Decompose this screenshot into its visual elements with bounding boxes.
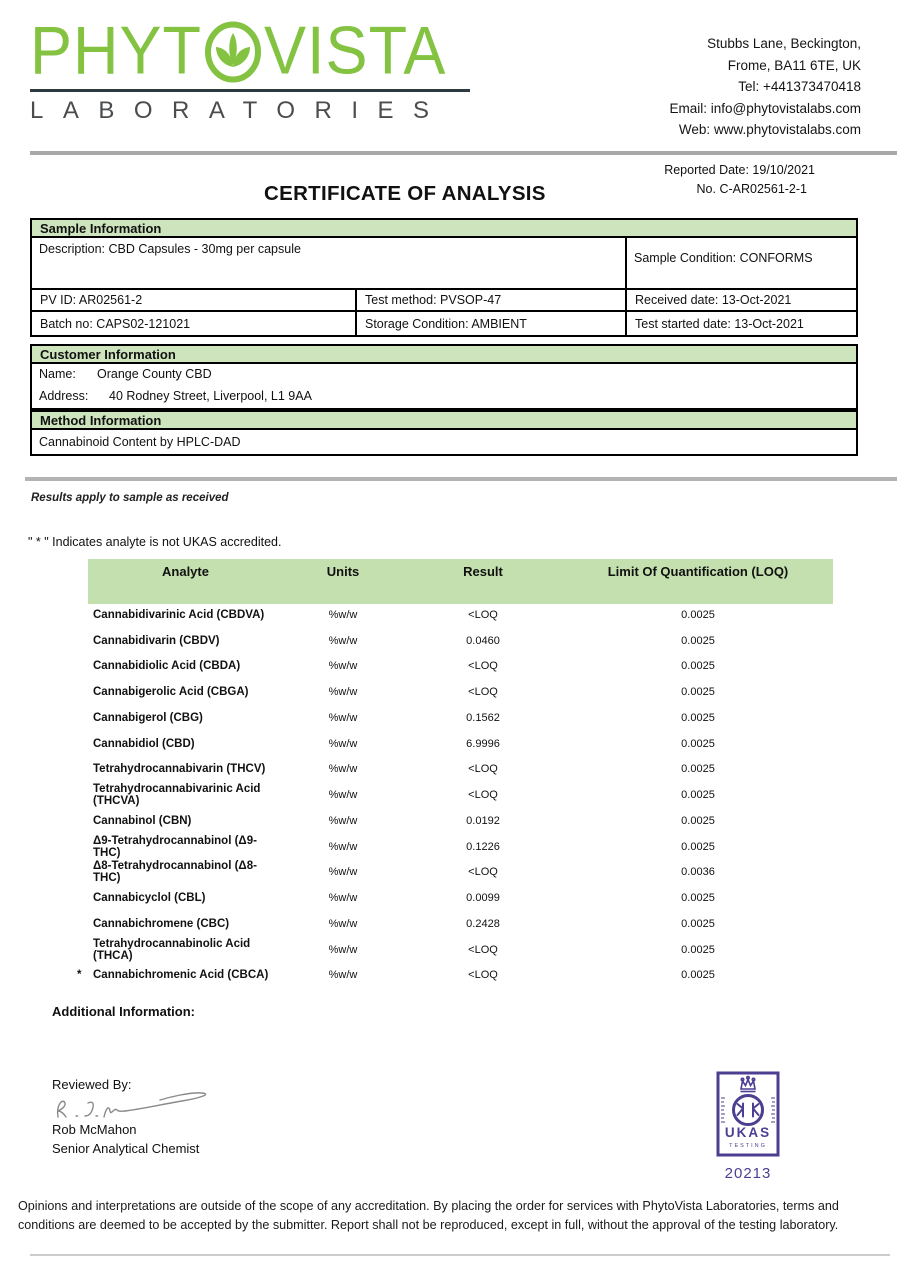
loq-cell: 0.0025 bbox=[681, 634, 715, 647]
table-row bbox=[77, 963, 833, 989]
table-row bbox=[88, 782, 833, 808]
test-started-date-cell: Test started date: 13-Oct-2021 bbox=[635, 316, 804, 331]
table-row bbox=[88, 628, 833, 654]
customer-address-value: 40 Rodney Street, Liverpool, L1 9AA bbox=[109, 389, 312, 403]
loq-cell: 0.0025 bbox=[681, 892, 715, 905]
bottom-divider bbox=[30, 1254, 890, 1256]
customer-address-label: Address: bbox=[39, 389, 89, 403]
table-row bbox=[88, 911, 833, 937]
column-header-loq: Limit Of Quantification (LOQ) bbox=[607, 564, 789, 579]
units-cell: %w/w bbox=[328, 892, 358, 905]
customer-name-value: Orange County CBD bbox=[97, 367, 212, 381]
table-row bbox=[88, 808, 833, 834]
sample-condition-cell: Sample Condition: CONFORMS bbox=[634, 251, 813, 265]
loq-cell: 0.0025 bbox=[681, 686, 715, 699]
result-cell: <LOQ bbox=[468, 943, 498, 956]
ukas-category-label: TESTING bbox=[729, 1143, 767, 1149]
result-cell: 0.0460 bbox=[466, 634, 500, 647]
reviewer-name: Rob McMahon bbox=[52, 1122, 137, 1137]
table-row bbox=[88, 757, 833, 783]
reviewed-by-label: Reviewed By: bbox=[52, 1077, 132, 1092]
result-cell: 6.9996 bbox=[466, 737, 500, 750]
logo-divider-line bbox=[30, 89, 470, 92]
customer-information-body bbox=[32, 364, 856, 408]
units-cell: %w/w bbox=[328, 660, 358, 673]
sample-information-table bbox=[30, 218, 858, 337]
storage-condition-cell: Storage Condition: AMBIENT bbox=[357, 312, 627, 335]
table-row bbox=[88, 885, 833, 911]
customer-name-row bbox=[39, 367, 849, 381]
sample-description-cell: Description: CBD Capsules - 30mg per capsule bbox=[32, 238, 627, 288]
phytovista-logo bbox=[30, 13, 470, 125]
additional-information-label: Additional Information: bbox=[52, 1004, 195, 1019]
ukas-testing-icon bbox=[711, 1070, 785, 1158]
analyte-cell: Cannabidiolic Acid (CBDA) bbox=[93, 660, 241, 673]
pv-id-cell: PV ID: AR02561-2 bbox=[32, 290, 357, 310]
analyte-cell: Cannabicyclol (CBL) bbox=[93, 892, 206, 905]
units-cell: %w/w bbox=[328, 840, 358, 853]
ukas-accreditation-mark bbox=[711, 1070, 785, 1182]
method-information-header: Method Information bbox=[32, 412, 856, 430]
result-cell: 0.1226 bbox=[466, 840, 500, 853]
analyte-cell: Cannabichromene (CBC) bbox=[93, 917, 230, 930]
customer-information-header: Customer Information bbox=[32, 346, 856, 364]
result-cell: 0.1562 bbox=[466, 711, 500, 724]
contact-phone: Tel: +441373470418 bbox=[738, 79, 861, 94]
accreditation-note: " * " Indicates analyte is not UKAS accredited. bbox=[28, 535, 282, 549]
result-cell: <LOQ bbox=[468, 763, 498, 776]
units-cell: %w/w bbox=[328, 789, 358, 802]
analyte-cell: Tetrahydrocannabinolic Acid (THCA) bbox=[93, 937, 251, 962]
result-cell: 0.2428 bbox=[466, 917, 500, 930]
loq-cell: 0.0025 bbox=[681, 711, 715, 724]
test-method-cell: Test method: PVSOP-47 bbox=[357, 290, 627, 310]
not-accredited-flag: * bbox=[77, 969, 82, 982]
table-row bbox=[88, 860, 833, 886]
analyte-cell: Cannabigerol (CBG) bbox=[93, 711, 203, 724]
result-cell: 0.0099 bbox=[466, 892, 500, 905]
loq-cell: 0.0025 bbox=[681, 917, 715, 930]
brand-text-right: VISTA bbox=[264, 13, 447, 89]
results-rows bbox=[77, 602, 833, 988]
units-cell: %w/w bbox=[328, 969, 358, 982]
units-cell: %w/w bbox=[328, 943, 358, 956]
loq-cell: 0.0025 bbox=[681, 608, 715, 621]
units-cell: %w/w bbox=[328, 686, 358, 699]
disclaimer-text: Opinions and interpretations are outside of the scope of any accreditation. By placing the order for services with PhytoVista Laboratories, terms and conditions are deemed to be accepted by the submitter. Report shall not be reproduced, except in full, without the approval of the testing laboratory. bbox=[18, 1199, 839, 1232]
units-cell: %w/w bbox=[328, 814, 358, 827]
result-cell: 0.0192 bbox=[466, 814, 500, 827]
units-cell: %w/w bbox=[328, 634, 358, 647]
brand-wordmark bbox=[30, 13, 470, 89]
analyte-cell: Cannabinol (CBN) bbox=[93, 814, 192, 827]
table-row bbox=[88, 834, 833, 860]
page-title: CERTIFICATE OF ANALYSIS bbox=[264, 182, 546, 205]
contact-email: Email: info@phytovistalabs.com bbox=[669, 100, 861, 116]
contact-address-line-1: Stubbs Lane, Beckington, bbox=[707, 36, 861, 51]
result-cell: <LOQ bbox=[468, 866, 498, 879]
customer-information-table bbox=[30, 344, 858, 410]
table-row bbox=[32, 310, 856, 335]
result-cell: <LOQ bbox=[468, 608, 498, 621]
column-header-result: Result bbox=[463, 564, 503, 579]
ukas-wordmark: UKAS bbox=[724, 1125, 772, 1140]
table-row bbox=[88, 937, 833, 963]
result-cell: <LOQ bbox=[468, 789, 498, 802]
analyte-cell: Δ8-Tetrahydrocannabinol (Δ8-THC) bbox=[93, 860, 257, 885]
header-divider bbox=[30, 151, 897, 155]
table-row bbox=[32, 288, 856, 310]
analyte-cell: Cannabigerolic Acid (CBGA) bbox=[93, 686, 249, 699]
loq-cell: 0.0025 bbox=[681, 814, 715, 827]
loq-cell: 0.0025 bbox=[681, 763, 715, 776]
results-table-header bbox=[88, 559, 833, 604]
batch-no-cell: Batch no: CAPS02-121021 bbox=[32, 312, 357, 335]
analyte-cell: Δ9-Tetrahydrocannabinol (Δ9-THC) bbox=[93, 834, 257, 859]
result-cell: <LOQ bbox=[468, 686, 498, 699]
ukas-accreditation-number: 20213 bbox=[724, 1165, 772, 1182]
brand-subtitle: LABORATORIES bbox=[30, 97, 449, 124]
table-row bbox=[88, 602, 833, 628]
contact-web: Web: www.phytovistalabs.com bbox=[678, 122, 861, 137]
analyte-cell: * Cannabichromenic Acid (CBCA) bbox=[77, 969, 269, 982]
result-cell: <LOQ bbox=[468, 969, 498, 982]
analyte-cell: Cannabidivarin (CBDV) bbox=[93, 634, 220, 647]
lab-contact-block bbox=[669, 33, 861, 141]
loq-cell: 0.0025 bbox=[681, 660, 715, 673]
units-cell: %w/w bbox=[328, 866, 358, 879]
table-row bbox=[88, 679, 833, 705]
reviewer-signature bbox=[52, 1090, 227, 1124]
analyte-cell: Tetrahydrocannabivarinic Acid (THCVA) bbox=[93, 783, 261, 808]
loq-cell: 0.0025 bbox=[681, 737, 715, 750]
analyte-cell: Cannabidiol (CBD) bbox=[93, 737, 195, 750]
units-cell: %w/w bbox=[328, 763, 358, 776]
loq-cell: 0.0025 bbox=[681, 789, 715, 802]
customer-address-row bbox=[39, 389, 849, 403]
leaf-emblem-icon bbox=[204, 21, 262, 83]
units-cell: %w/w bbox=[328, 711, 358, 724]
method-information-table bbox=[30, 410, 858, 456]
sample-information-header: Sample Information bbox=[32, 220, 856, 238]
loq-cell: 0.0025 bbox=[681, 969, 715, 982]
loq-cell: 0.0025 bbox=[681, 840, 715, 853]
brand-text-left: PHYT bbox=[30, 13, 203, 89]
received-date-cell: Received date: 13-Oct-2021 bbox=[635, 293, 792, 307]
analyte-cell: Cannabidivarinic Acid (CBDVA) bbox=[93, 608, 265, 621]
section-divider bbox=[25, 477, 897, 481]
table-row bbox=[88, 731, 833, 757]
table-row bbox=[88, 654, 833, 680]
units-cell: %w/w bbox=[328, 917, 358, 930]
loq-cell: 0.0025 bbox=[681, 943, 715, 956]
column-header-units: Units bbox=[326, 564, 360, 579]
column-header-analyte: Analyte bbox=[162, 564, 209, 579]
contact-address-line-2: Frome, BA11 6TE, UK bbox=[727, 57, 861, 73]
analyte-cell: Tetrahydrocannabivarin (THCV) bbox=[93, 763, 266, 776]
table-row bbox=[32, 238, 856, 288]
report-number: No. C-AR02561-2-1 bbox=[696, 182, 807, 196]
sample-received-note: Results apply to sample as received bbox=[31, 492, 229, 504]
reported-date: Reported Date: 19/10/2021 bbox=[664, 163, 815, 177]
units-cell: %w/w bbox=[328, 737, 358, 750]
result-cell: <LOQ bbox=[468, 660, 498, 673]
method-cell: Cannabinoid Content by HPLC-DAD bbox=[39, 435, 241, 449]
table-row bbox=[88, 705, 833, 731]
customer-name-label: Name: bbox=[39, 367, 76, 381]
reviewer-title: Senior Analytical Chemist bbox=[52, 1141, 200, 1156]
units-cell: %w/w bbox=[328, 608, 358, 621]
loq-cell: 0.0036 bbox=[681, 866, 715, 879]
